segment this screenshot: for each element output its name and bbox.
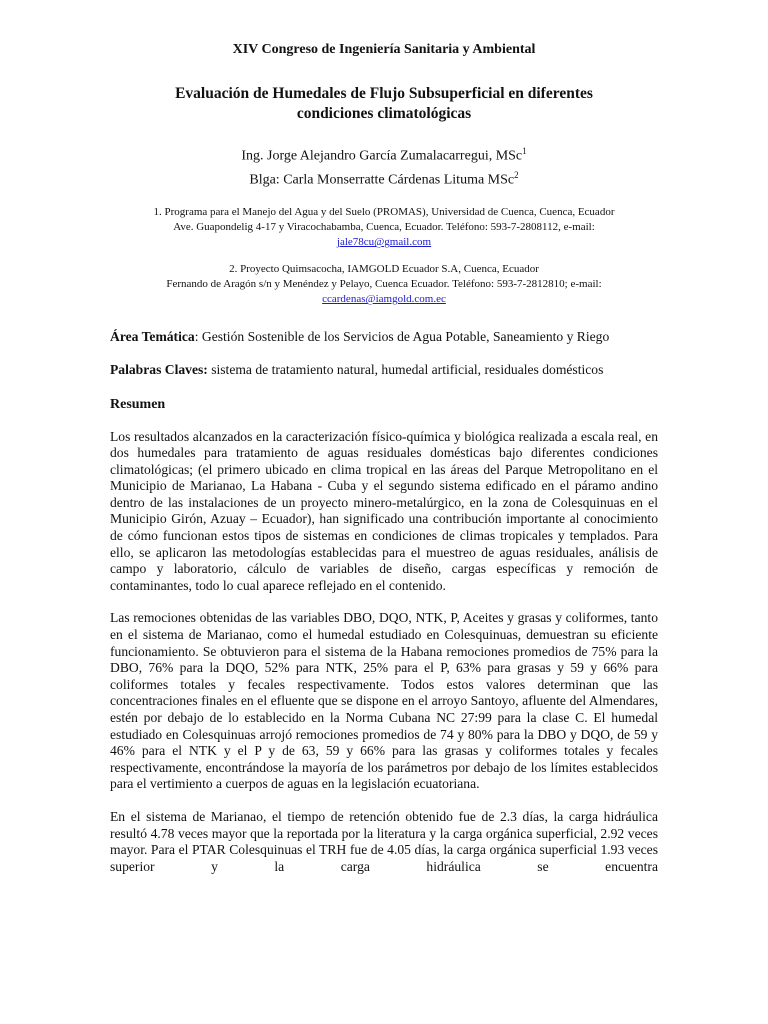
author-2 [110,166,658,190]
author-2-name: Blga: Carla Monserratte Cárdenas Lituma MSc [249,172,515,188]
thematic-area-text: : Gestión Sostenible de los Servicios de Agua Potable, Saneamiento y Riego [194,329,610,345]
section-heading-resumen: Resumen [110,396,166,412]
abstract-paragraph-3: En el sistema de Marianao, el tiempo de retención obtenido fue de 2.3 días, la carga hidráulica resultó 4.78 veces mayor que la reportada por la literatura y la carga orgánica superficial, 2.92 veces mayor. Para el PTAR Colesquinuas el TRH fue de 4.05 días, la carga orgánica superficial 1.93 veces superior y la carga hidráulica se encuentra [110,808,658,874]
author-1-affil-mark: 1 [522,146,527,156]
keywords-text: sistema de tratamiento natural, humedal artificial, residuales domésticos [207,361,604,377]
paper-title: Evaluación de Humedales de Flujo Subsuperficial en diferentes condiciones climatológicas [175,85,593,122]
thematic-area-label: Área Temática [110,329,195,345]
affiliation-2 [110,262,658,307]
affiliation-2-institution: 2. Proyecto Quimsacocha, IAMGOLD Ecuador S.A, Cuenca, Ecuador [229,263,539,276]
abstract-paragraph-1: Los resultados alcanzados en la caracterización físico-química y biológica realizada a escala real, en dos humedales para tratamiento de aguas residuales domésticas bajo diferentes condiciones climatológicas; (el primero ubicado en clima tropical en las áreas del Parque Metropolitano en el Municipio de Marianao, La Habana - Cuba y el segundo sistema edificado en el páramo andino dentro de las instalaciones de un proyecto minero-metalúrgico, en la zona de Colesquinuas en el Municipio Girón, Azuay – Ecuador), han significado una contribución importante al conocimiento de cómo funcionan estos tipos de sistemas en condiciones de climas tropicales y templados. Para ello, se aplicaron las metodologías establecidas para el muestreo de aguas residuales, análisis de campo y laboratorio, cálculo de variables de diseño, cargas específicas y remoción de contaminantes, todo lo cual aparece reflejado en el contenido. [110,428,658,593]
author-1-name: Ing. Jorge Alejandro García Zumalacarregui, MSc [241,148,523,164]
author-1 [110,142,658,166]
affiliation-2-address: Fernando de Aragón s/n y Menéndez y Pelayo, Cuenca Ecuador. Teléfono: 593-7-2812810; e-mail: [166,278,602,291]
keywords-label: Palabras Claves: [110,361,208,377]
affiliation-1 [110,205,658,250]
affiliation-1-address: Ave. Guapondelig 4-17 y Viracochabamba, Cuenca, Ecuador. Teléfono: 593-7-2808112, e-mail: [173,221,595,234]
affiliation-1-email-link[interactable]: jale78cu@gmail.com [336,236,432,249]
abstract-paragraph-2: Las remociones obtenidas de las variables DBO, DQO, NTK, P, Aceites y grasas y coliformes, tanto en el sistema de Marianao, como el humedal estudiado en Colesquinuas, demuestran su eficiente funcionamiento. Se obtuvieron para el sistema de la Habana remociones promedios de 75% para la DBO, 76% para la DQO, 52% para NTK, 25% para el P, 63% para grasas y 59 y 66% para coliformes totales y fecales respectivamente. Todos estos valores determinan que las concentraciones finales en el efluente que se dispone en el arroyo Santoyo, afluente del Almendares, estén por debajo de lo establecido en la Norma Cubana NC 27:99 para la clase C. El humedal estudiado en Colesquinuas arrojó remociones promedios de 74 y 80% para la DBO y DQO, de 59 y 46% para el NTK y el P y de 63, 59 y 66% para las grasas y coliformes totales y fecales respectivamente, encontrándose la mayoría de los parámetros por debajo de los límites establecidos para el vertimiento a cuerpos de aguas en la legislación ecuatoriana. [110,610,658,792]
author-2-affil-mark: 2 [514,169,519,180]
affiliation-2-email-link[interactable]: ccardenas@iamgold.com.ec [322,293,446,306]
author-list [110,142,658,189]
affiliation-1-institution: 1. Programa para el Manejo del Agua y del Suelo (PROMAS), Universidad de Cuenca, Cuenca, Ecuador [153,206,615,219]
conference-name: XIV Congreso de Ingeniería Sanitaria y Ambiental [232,42,536,57]
thematic-area [110,329,658,346]
keywords [110,362,658,379]
